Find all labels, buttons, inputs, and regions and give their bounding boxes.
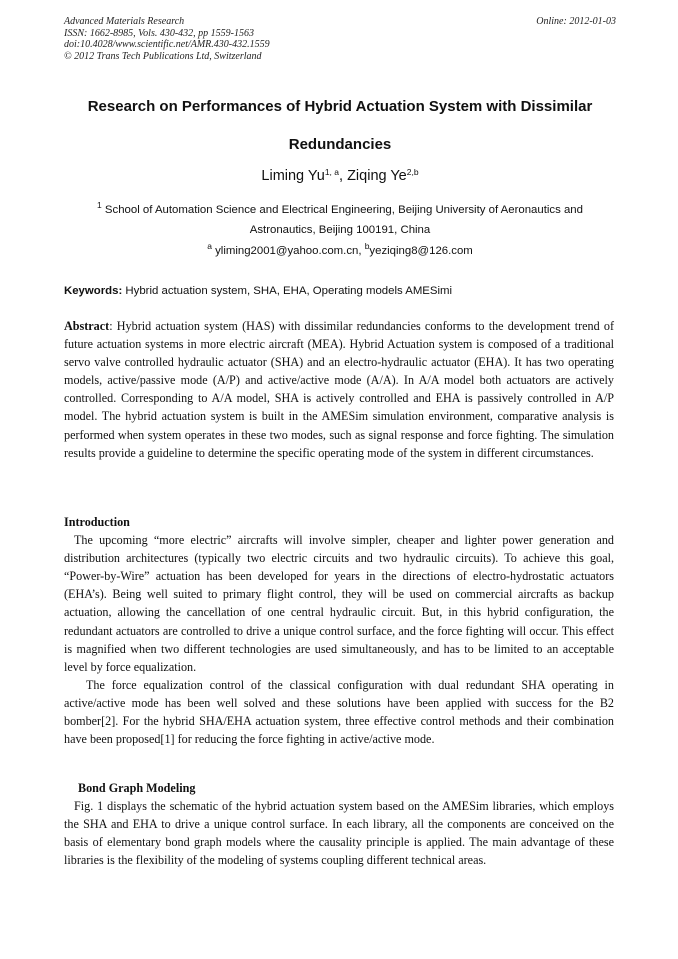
abstract-label: Abstract <box>64 319 110 333</box>
keywords-label: Keywords: <box>64 285 123 297</box>
email-b[interactable]: yeziqing8@126.com <box>369 245 473 257</box>
introduction-paragraph-2: The force equalization control of the classical configuration with dual redundant SHA operating in active/active mode has been well solved and these solutions have been applied with success for the B2 bomber[2]. For the hybrid SHA/EHA actuation system, three effective control methods and their combination have been proposed[1] for reducing the force fighting in active/active mode. <box>64 677 614 747</box>
title-line-1: Research on Performances of Hybrid Actuation System with Dissimilar <box>87 98 593 115</box>
abstract-text: : Hybrid actuation system (HAS) with dissimilar redundancies conforms to the development trend of future actuation systems in more electric aircraft (MEA). Hybrid Actuation system is composed of a traditional servo valve controlled hydraulic actuator (SHA) and an electro-hydraulic actuator (EHA). It has two operating models, active/passive mode (A/P) and active/active mode (A/A). In A/A model both actuators are actively controlled. Corresponding to A/A model, SHA is actively controlled and EHA is passively controlled in A/P model. The hybrid actuation system is built in the AMESim simulation environment, comparative analysis is performed when system operates in these two modes, such as signal response and force fighting. The simulation results provide a guideline to determine the specific operating mode of the system in different circumstances. <box>64 319 614 460</box>
author-1-affil-mark: 1, a <box>324 167 340 177</box>
introduction-section <box>64 513 614 748</box>
bond-graph-heading: Bond Graph Modeling <box>78 781 196 795</box>
author-2-name: Ziqing Ye <box>347 168 407 184</box>
email-a-mark: a <box>207 241 212 251</box>
keywords <box>64 281 616 301</box>
affiliation-line-1 <box>64 200 616 220</box>
introduction-heading: Introduction <box>64 515 130 529</box>
abstract <box>64 317 614 462</box>
affiliation-text-1: School of Automation Science and Electrical Engineering, Beijing University of Aeronautics and <box>104 204 583 216</box>
author-emails <box>64 241 616 261</box>
affiliation-line-2: Astronautics, Beijing 100191, China <box>249 224 431 236</box>
journal-name: Advanced Materials Research <box>64 16 185 27</box>
keywords-text: Hybrid actuation system, SHA, EHA, Operating models AMESimi <box>122 285 453 297</box>
abstract-paragraph <box>64 317 614 462</box>
email-a[interactable]: yliming2001@yahoo.com.cn, <box>215 245 365 257</box>
journal-doi[interactable]: doi:10.4028/www.scientific.net/AMR.430-432.1559 <box>64 39 270 50</box>
journal-copyright: © 2012 Trans Tech Publications Ltd, Switzerland <box>64 50 262 62</box>
journal-issn: ISSN: 1662-8985, Vols. 430-432, pp 1559-1563 <box>64 27 254 39</box>
bond-graph-section <box>64 779 614 869</box>
email-b-mark: b <box>364 241 370 251</box>
author-2-affil-mark: 2,b <box>406 167 419 177</box>
title-line-2: Redundancies <box>288 136 392 153</box>
author-separator: , <box>339 168 348 184</box>
introduction-paragraph-1: The upcoming “more electric” aircrafts will involve simpler, cheaper and lighter power generation and distribution architectures (typically two electric circuits and two hydraulic circuits). To achieve this goal, “Power-by-Wire” actuation has been developed for years in the directions of electro-hydrostatic actuators (EHA’s). Being well suited to primary flight control, they will be used on commercial aircrafts as backup actuation, allowing the cancellation of one central hydraulic circuit. But, in this hybrid configuration, the redundant actuators are controlled to drive a unique control surface, and the force fighting will occur. This effect is magnified when two different technologies are used simultaneously, and has to be limited to an acceptable level by force equalization. <box>64 533 614 674</box>
author-1-name: Liming Yu <box>261 168 325 184</box>
journal-header <box>64 16 616 62</box>
affiliation <box>64 200 616 240</box>
paper-title <box>64 88 616 164</box>
author-list <box>64 166 616 186</box>
affiliation-mark: 1 <box>97 200 102 210</box>
online-date: Online: 2012-01-03 <box>536 16 616 27</box>
bond-graph-paragraph-1: Fig. 1 displays the schematic of the hybrid actuation system based on the AMESim libraries, which employs the SHA and EHA to drive a unique control surface. In each library, all the components are conceived on the basis of elementary bond graph models where the causality principle is applied. The main advantage of these libraries is the flexibility of the modeling of systems coupling different technical areas. <box>64 799 614 868</box>
